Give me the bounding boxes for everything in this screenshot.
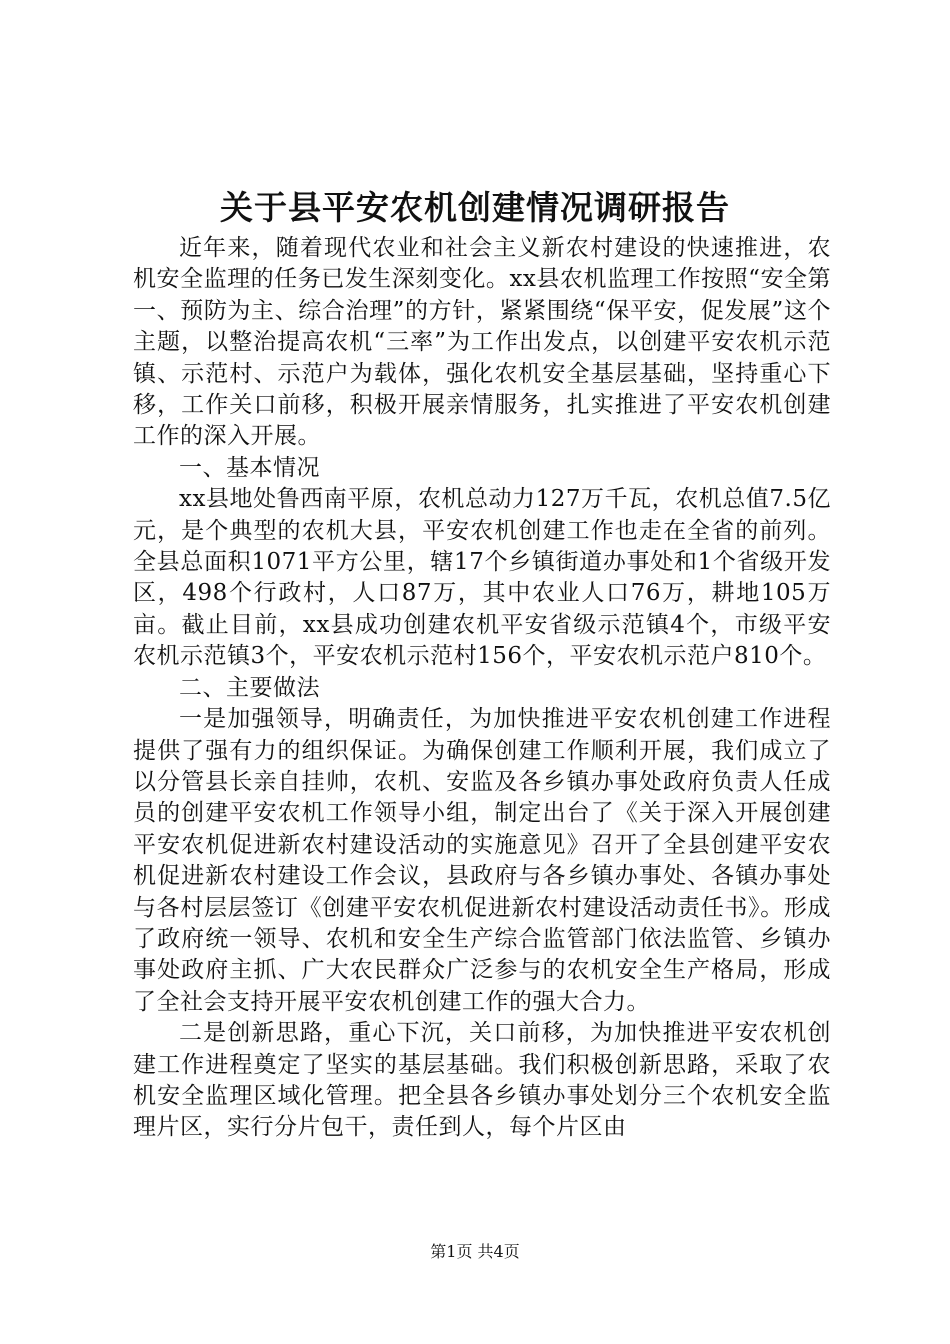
paragraph-intro: 近年来，随着现代农业和社会主义新农村建设的快速推进，农机安全监理的任务已发生深刻变化。xx县农机监理工作按照“安全第一、预防为主、综合治理”的方针，紧紧围绕“保平安，促发展”这个主题，以整治提高农机“三率”为工作出发点，以创建平安农机示范镇、示范村、示范户为载体，强化农机安全基层基础，坚持重心下移，工作关口前移，积极开展亲情服务，扎实推进了平安农机创建工作的深入开展。: [133, 235, 831, 450]
page-footer: 第1页 共4页: [430, 1242, 520, 1261]
paragraph-basic-situation: xx县地处鲁西南平原，农机总动力127万千瓦，农机总值7.5亿元，是个典型的农机大县，平安农机创建工作也走在全省的前列。全县总面积1071平方公里，辖17个乡镇街道办事处和1个省级开发区，498个行政村，人口87万，其中农业人口76万，耕地105万亩。截止目前，xx县成功创建农机平安省级示范镇4个，市级平安农机示范镇3个，平安农机示范村156个，平安农机示范户810个。: [133, 486, 831, 670]
document-body: [133, 233, 831, 1144]
heading-basic-situation: 一、基本情况: [179, 454, 320, 481]
heading-main-practices: 二、主要做法: [179, 674, 320, 701]
paragraph-practice-two: 二是创新思路，重心下沉，关口前移，为加快推进平安农机创建工作进程奠定了坚实的基层基础。我们积极创新思路，采取了农机安全监理区域化管理。把全县各乡镇办事处划分三个农机安全监理片区，实行分片包干，责任到人，每个片区由: [133, 1020, 831, 1141]
document-title: 关于县平安农机创建情况调研报告: [220, 188, 730, 227]
paragraph-practice-one: 一是加强领导，明确责任，为加快推进平安农机创建工作进程提供了强有力的组织保证。为确保创建工作顺利开展，我们成立了以分管县长亲自挂帅，农机、安监及各乡镇办事处政府负责人任成员的创建平安农机工作领导小组，制定出台了《关于深入开展创建平安农机促进新农村建设活动的实施意见》召开了全县创建平安农机促进新农村建设工作会议，县政府与各乡镇办事处、各镇办事处与各村层层签订《创建平安农机促进新农村建设活动责任书》。形成了政府统一领导、农机和安全生产综合监管部门依法监管、乡镇办事处政府主抓、广大农民群众广泛参与的农机安全生产格局，形成了全社会支持开展平安农机创建工作的强大合力。: [133, 706, 831, 1015]
